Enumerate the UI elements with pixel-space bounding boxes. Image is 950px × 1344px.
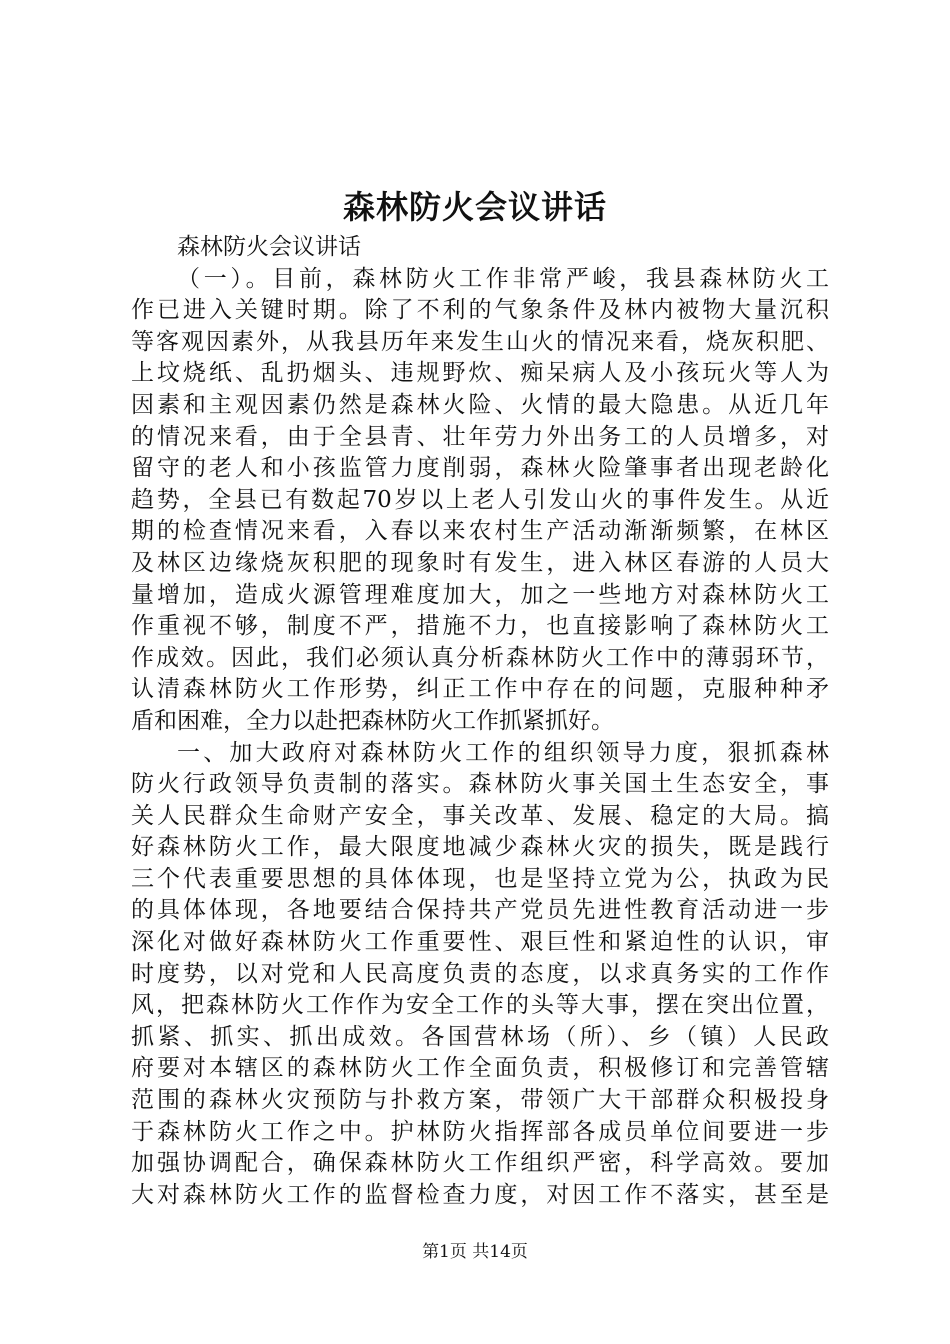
page-footer: 第1页 共14页 xyxy=(422,1242,528,1262)
body-text-line: 及林区边缘烧灰积肥的现象时有发生，进入林区春游的人员大 xyxy=(131,549,829,576)
body-text-line: 加强协调配合，确保森林防火工作组织严密，科学高效。要加 xyxy=(131,1150,829,1177)
body-text-line: 等客观因素外，从我县历年来发生山火的情况来看，烧灰积肥、 xyxy=(131,328,829,355)
body-text-line: 量增加，造成火源管理难度加大，加之一些地方对森林防火工 xyxy=(131,581,829,608)
body-text-line: 范围的森林火灾预防与扑救方案，带领广大干部群众积极投身 xyxy=(131,1087,829,1114)
body-text-line: 认清森林防火工作形势，纠正工作中存在的问题，克服种种矛 xyxy=(131,676,829,703)
body-text-line: 一、加大政府对森林防火工作的组织领导力度，狠抓森林 xyxy=(177,739,829,766)
body-text-line: 大对森林防火工作的监督检查力度，对因工作不落实，甚至是 xyxy=(131,1181,829,1208)
body-text-line: 留守的老人和小孩监管力度削弱，森林火险肇事者出现老龄化 xyxy=(131,455,829,482)
body-text-line: 深化对做好森林防火工作重要性、艰巨性和紧迫性的认识，审 xyxy=(131,929,829,956)
body-text-line: 防火行政领导负责制的落实。森林防火事关国土生态安全，事 xyxy=(131,771,829,798)
body-text-line: 关人民群众生命财产安全，事关改革、发展、稳定的大局。搞 xyxy=(131,802,829,829)
body-text-line: 作已进入关键时期。除了不利的气象条件及林内被物大量沉积 xyxy=(131,297,829,324)
body-text-line: 盾和困难，全力以赴把森林防火工作抓紧抓好。 xyxy=(131,707,614,734)
body-text-line: 趋势，全县已有数起70岁以上老人引发山火的事件发生。从近 xyxy=(131,486,829,513)
body-text-line: 府要对本辖区的森林防火工作全面负责，积极修订和完善管辖 xyxy=(131,1055,829,1082)
body-text-line: 于森林防火工作之中。护林防火指挥部各成员单位间要进一步 xyxy=(131,1118,829,1145)
body-text-line: 因素和主观因素仍然是森林火险、火情的最大隐患。从近几年 xyxy=(131,391,829,418)
body-text-line: 上坟烧纸、乱扔烟头、违规野炊、痴呆病人及小孩玩火等人为 xyxy=(131,360,829,387)
body-text-line: 抓紧、抓实、抓出成效。各国营林场（所）、乡（镇）人民政 xyxy=(131,1023,829,1050)
body-text-line: 时度势，以对党和人民高度负责的态度，以求真务实的工作作 xyxy=(131,960,829,987)
body-text-line: 作重视不够，制度不严，措施不力，也直接影响了森林防火工 xyxy=(131,613,829,640)
body-text-line: 风，把森林防火工作作为安全工作的头等大事，摆在突出位置， xyxy=(131,992,829,1019)
body-text-line: 好森林防火工作，最大限度地减少森林火灾的损失，既是践行 xyxy=(131,834,829,861)
body-text-line: 三个代表重要思想的具体体现，也是坚持立党为公，执政为民 xyxy=(131,865,829,892)
body-text-line: 期的检查情况来看，入春以来农村生产活动渐渐频繁，在林区 xyxy=(131,518,829,545)
body-text-line: 的情况来看，由于全县青、壮年劳力外出务工的人员增多，对 xyxy=(131,423,829,450)
document-title: 森林防火会议讲话 xyxy=(342,188,607,226)
body-text-line: 作成效。因此，我们必须认真分析森林防火工作中的薄弱环节， xyxy=(131,644,829,671)
body-text-line: （一）。目前，森林防火工作非常严峻，我县森林防火工 xyxy=(177,265,829,292)
document-body xyxy=(131,232,829,1211)
body-text-line: 的具体体现，各地要结合保持共产党员先进性教育活动进一步 xyxy=(131,897,829,924)
body-text-line: 森林防火会议讲话 xyxy=(177,234,361,260)
